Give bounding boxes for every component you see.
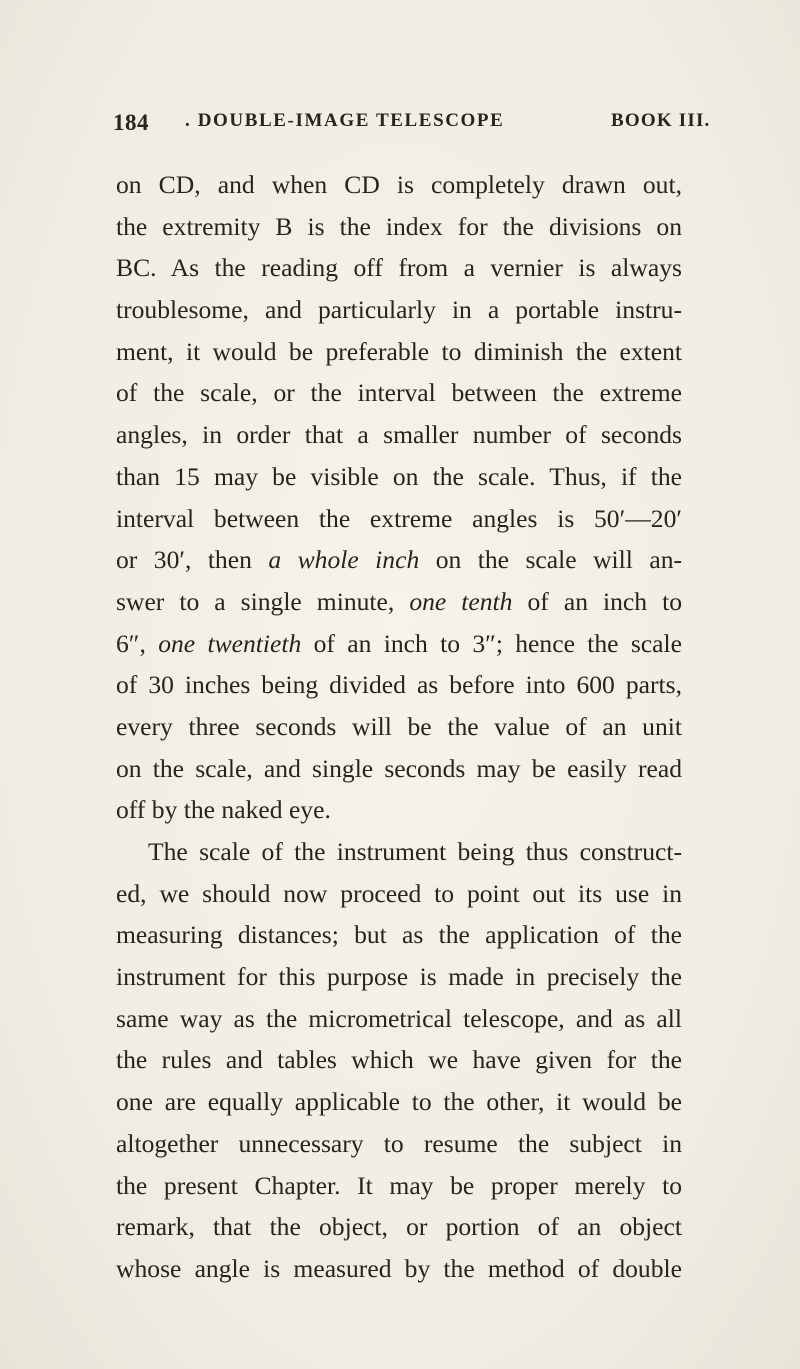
text-line: than 15 may be visible on the scale. Thus, if the [116,461,682,491]
text-line: swer to a single minute, one tenth of an inch to [116,586,682,616]
text-line: whose angle is measured by the method of double [116,1253,682,1283]
text-line: remark, that the object, or portion of an object [116,1212,682,1242]
text-line: on CD, and when CD is completely drawn out, [116,170,682,199]
paragraph-2 [116,831,682,1290]
text-line: BC. As the reading off from a vernier is always [116,253,682,283]
book-label: BOOK III. [611,110,711,131]
text-line: the rules and tables which we have given for the [116,1045,682,1075]
text-line: the present Chapter. It may be proper merely to [116,1170,682,1200]
text-line: one are equally applicable to the other, it would be [116,1087,682,1117]
page-body [116,164,682,1290]
text-line: 6″, one twentieth of an inch to 3″; hence the scale [116,628,682,658]
text-line: angles, in order that a smaller number of seconds [116,420,682,450]
text-line: of the scale, or the interval between the extreme [116,378,682,408]
text-line: ed, we should now proceed to point out its use in [116,878,682,908]
paragraph-1 [116,164,682,831]
text-line: off by the naked eye. [116,795,331,825]
text-line: ment, it would be preferable to diminish the extent [116,336,682,366]
text-line: or 30′, then a whole inch on the scale will an- [116,545,683,575]
page-number: 184 [113,110,149,135]
text-line: the extremity B is the index for the divisions on [116,211,682,241]
text-line: instrument for this purpose is made in precisely the [116,962,682,992]
text-line: every three seconds will be the value of an unit [116,711,682,741]
text-line: troublesome, and particularly in a portable instru- [116,295,682,325]
text-line: interval between the extreme angles is 50′—20′ [116,503,682,533]
page-header [113,110,711,150]
text-line: altogether unnecessary to resume the subject in [116,1128,682,1158]
running-title: . DOUBLE-IMAGE TELESCOPE [185,110,505,131]
text-line: on the scale, and single seconds may be easily read [116,753,682,783]
text-line: same way as the micrometrical telescope, and as all [116,1003,682,1033]
text-line: measuring distances; but as the application of the [116,920,682,950]
text-line: of 30 inches being divided as before into 600 parts, [116,670,682,700]
text-line: The scale of the instrument being thus construct- [148,837,682,866]
